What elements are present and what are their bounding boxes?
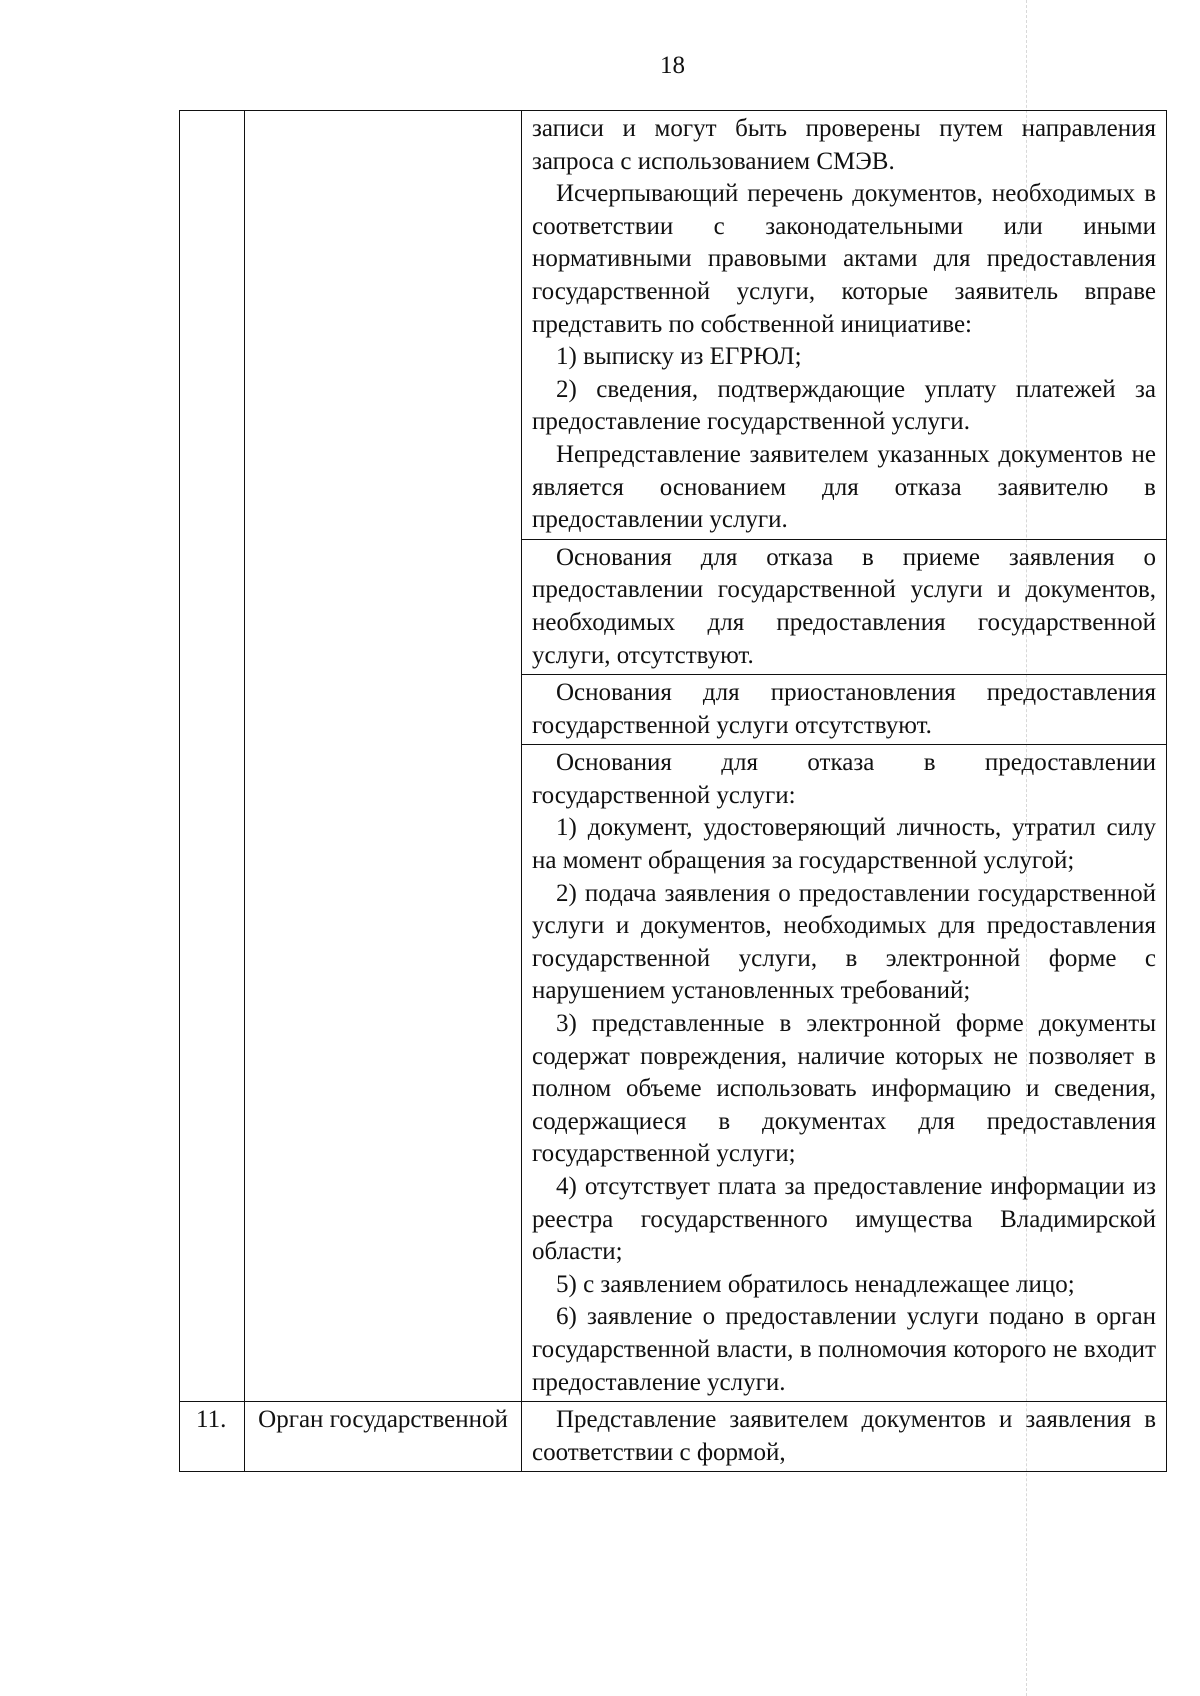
table-row — [180, 111, 1167, 540]
row-text-cell — [522, 1402, 1167, 1472]
row-number: 11. — [196, 1406, 227, 1434]
text-block-suspension — [522, 675, 1166, 744]
row-number-cell — [180, 1402, 245, 1472]
paragraph: записи и могут быть проверены путем направления запроса с использованием СМЭВ. — [532, 115, 1156, 175]
services-table — [179, 110, 1167, 1472]
row-text-cell — [522, 745, 1167, 1402]
row-text-cell — [522, 675, 1167, 745]
row-text-cell — [522, 539, 1167, 674]
paragraph: Основания для отказа в предоставлении государственной услуги: — [532, 749, 1156, 809]
paragraph: 3) представленные в электронной форме документы содержат повреждения, наличие которых не позволяет в полном объеме использовать информацию и сведения, содержащиеся в документах для предоставления государственной услуги; — [532, 1010, 1156, 1168]
text-block-documents — [522, 111, 1166, 539]
table-row — [180, 1402, 1167, 1472]
paragraph: 5) с заявлением обратилось ненадлежащее лицо; — [556, 1270, 1075, 1298]
paragraph: 2) сведения, подтверждающие уплату платежей за предоставление государственной услуги. — [532, 375, 1156, 436]
row-text-cell — [522, 111, 1167, 540]
paragraph: Основания для отказа в приеме заявления о предоставлении государственной услуги и документов, необходимых для предоставления государственной услуги, отсутствуют. — [532, 543, 1156, 669]
row-name: Орган государственной — [258, 1406, 508, 1434]
paragraph: Непредставление заявителем указанных документов не является основанием для отказа заявителю в предоставлении услуги. — [532, 440, 1156, 534]
paragraph: 1) документ, удостоверяющий личность, утратил силу на момент обращения за государственной услугой; — [532, 814, 1156, 875]
paragraph: Представление заявителем документов и заявления в соответствии с формой, — [532, 1406, 1156, 1466]
row-name-cell — [245, 1402, 522, 1472]
paragraph: 1) выписку из ЕГРЮЛ; — [556, 343, 802, 371]
page-number: 18 — [660, 52, 685, 79]
paragraph: Исчерпывающий перечень документов, необходимых в соответствии с законодательными или иными нормативными правовыми актами для предоставления государственной услуги, которые заявитель вправе представить по собственной инициативе: — [532, 180, 1156, 338]
row-number-cell — [180, 111, 245, 1402]
row-name-cell — [245, 111, 522, 1402]
text-block-row11 — [522, 1402, 1166, 1471]
paragraph: 6) заявление о предоставлении услуги подано в орган государственной власти, в полномочия которого не входит предоставление услуги. — [532, 1303, 1156, 1396]
text-block-refusal-reception — [522, 540, 1166, 674]
paragraph: 2) подача заявления о предоставлении государственной услуги и документов, необходимых для предоставления государственной услуги, в электронной форме с нарушением установленных требований; — [532, 879, 1156, 1005]
paragraph: 4) отсутствует плата за предоставление информации из реестра государственного имущества Владимирской области; — [532, 1173, 1156, 1266]
paragraph: Основания для приостановления предоставления государственной услуги отсутствуют. — [532, 679, 1156, 739]
text-block-refusal-provision — [522, 745, 1166, 1401]
